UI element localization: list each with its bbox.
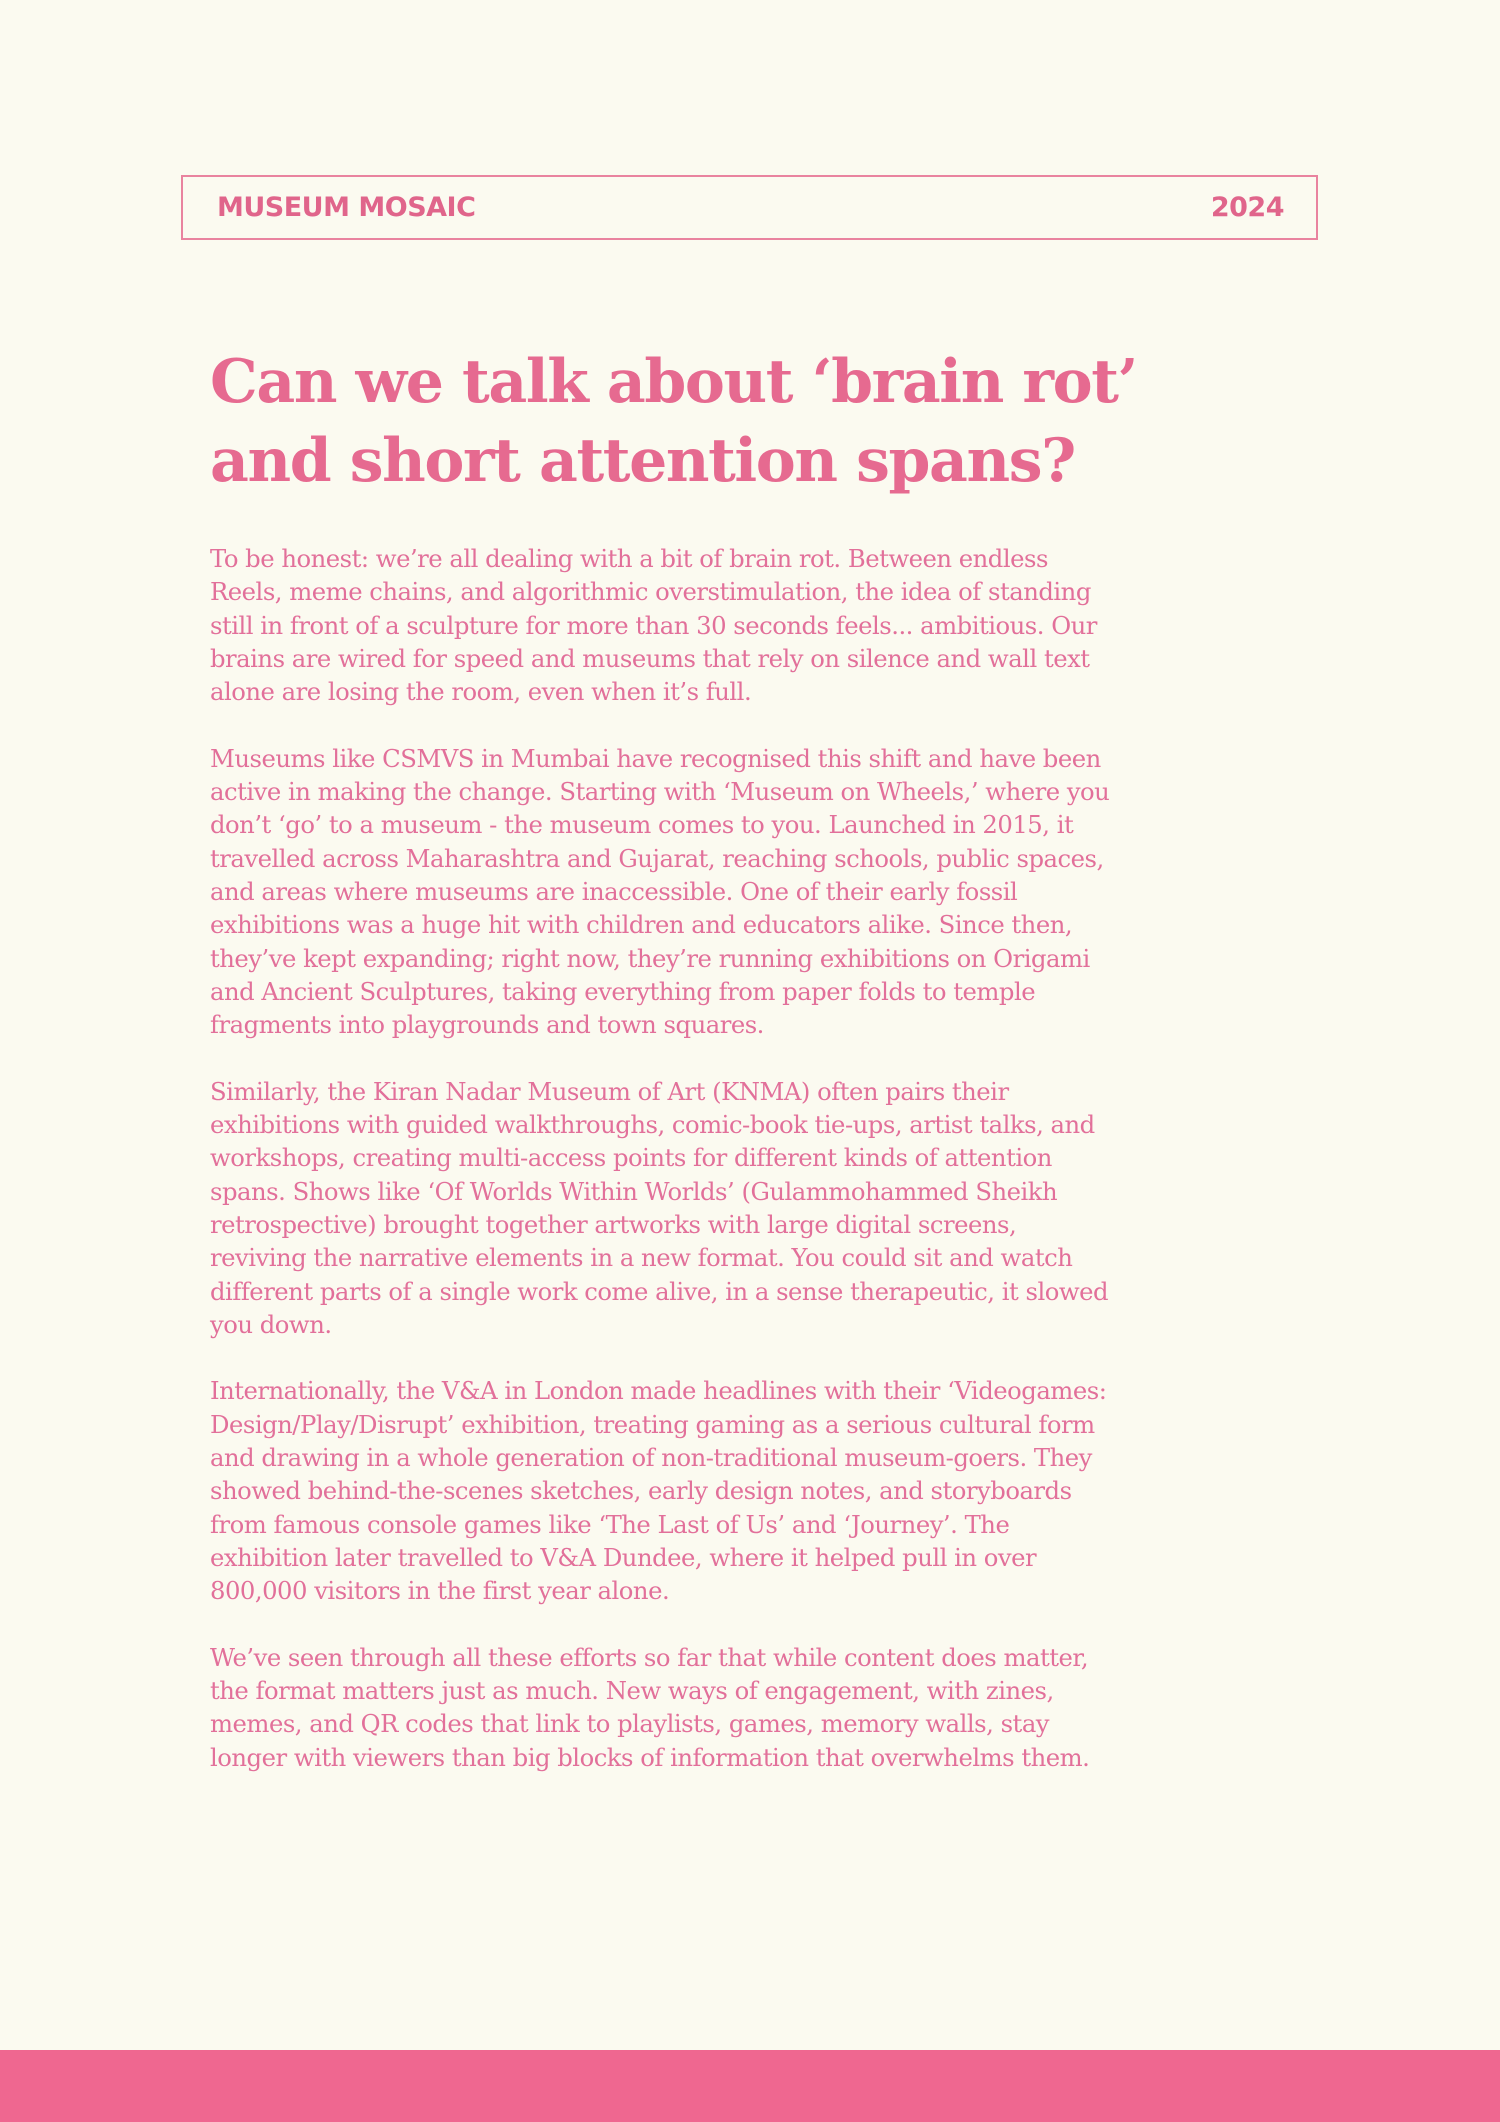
masthead: [181, 175, 1318, 240]
paragraph: Museums like CSMVS in Mumbai have recognised this shift and have been active in making the change. Starting with ‘Museum on Wheels,’ where you don’t ‘go’ to a museum - the museum comes to you. Launched in 2015, it travelled across Maharashtra and Gujarat, reaching schools, public spaces, and areas where museums are inaccessible. One of their early fossil exhibitions was a huge hit with children and educators alike. Since then, they’ve kept expanding; right now, they’re running exhibitions on Origami and Ancient Sculptures, taking everything from paper folds to temple fragments into playgrounds and town squares.: [210, 743, 1110, 1040]
paragraph: Similarly, the Kiran Nadar Museum of Art (KNMA) often pairs their exhibitions with guided walkthroughs, comic-book tie-ups, artist talks, and workshops, creating multi-access points for different kinds of attention spans. Shows like ‘Of Worlds Within Worlds’ (Gulammohammed Sheikh retrospective) brought together artworks with large digital screens, reviving the narrative elements in a new format. You could sit and watch different parts of a single work come alive, in a sense therapeutic, it slowed you down.: [210, 1076, 1109, 1339]
article-title: Can we talk about ‘brain rot’ and short attention spans?: [210, 347, 1138, 496]
brand-name: MUSEUM MOSAIC: [217, 192, 476, 223]
paragraph: We’ve seen through all these efforts so far that while content does matter, the format matters just as much. New ways of engagement, with zines, memes, and QR codes that link to playlists, games, memory walls, stay longer with viewers than big blocks of information that overwhelms them.: [210, 1642, 1090, 1772]
article-body: [210, 542, 1110, 1807]
paragraph: To be honest: we’re all dealing with a bit of brain rot. Between endless Reels, meme chains, and algorithmic overstimulation, the idea of standing still in front of a sculpture for more than 30 seconds feels... ambitious. Our brains are wired for speed and museums that rely on silence and wall text alone are losing the room, even when it’s full.: [210, 544, 1097, 707]
paragraph: Internationally, the V&A in London made headlines with their ‘Videogames: Design/Play/Disrupt’ exhibition, treating gaming as a serious cultural form and drawing in a whole generation of non-traditional museum-goers. They showed behind-the-scenes sketches, early design notes, and storyboards from famous console games like ‘The Last of Us’ and ‘Journey’. The exhibition later travelled to V&A Dundee, where it helped pull in over 800,000 visitors in the first year alone.: [210, 1376, 1107, 1606]
footer-bar: [0, 2050, 1500, 2122]
issue-year: 2024: [1210, 192, 1284, 223]
